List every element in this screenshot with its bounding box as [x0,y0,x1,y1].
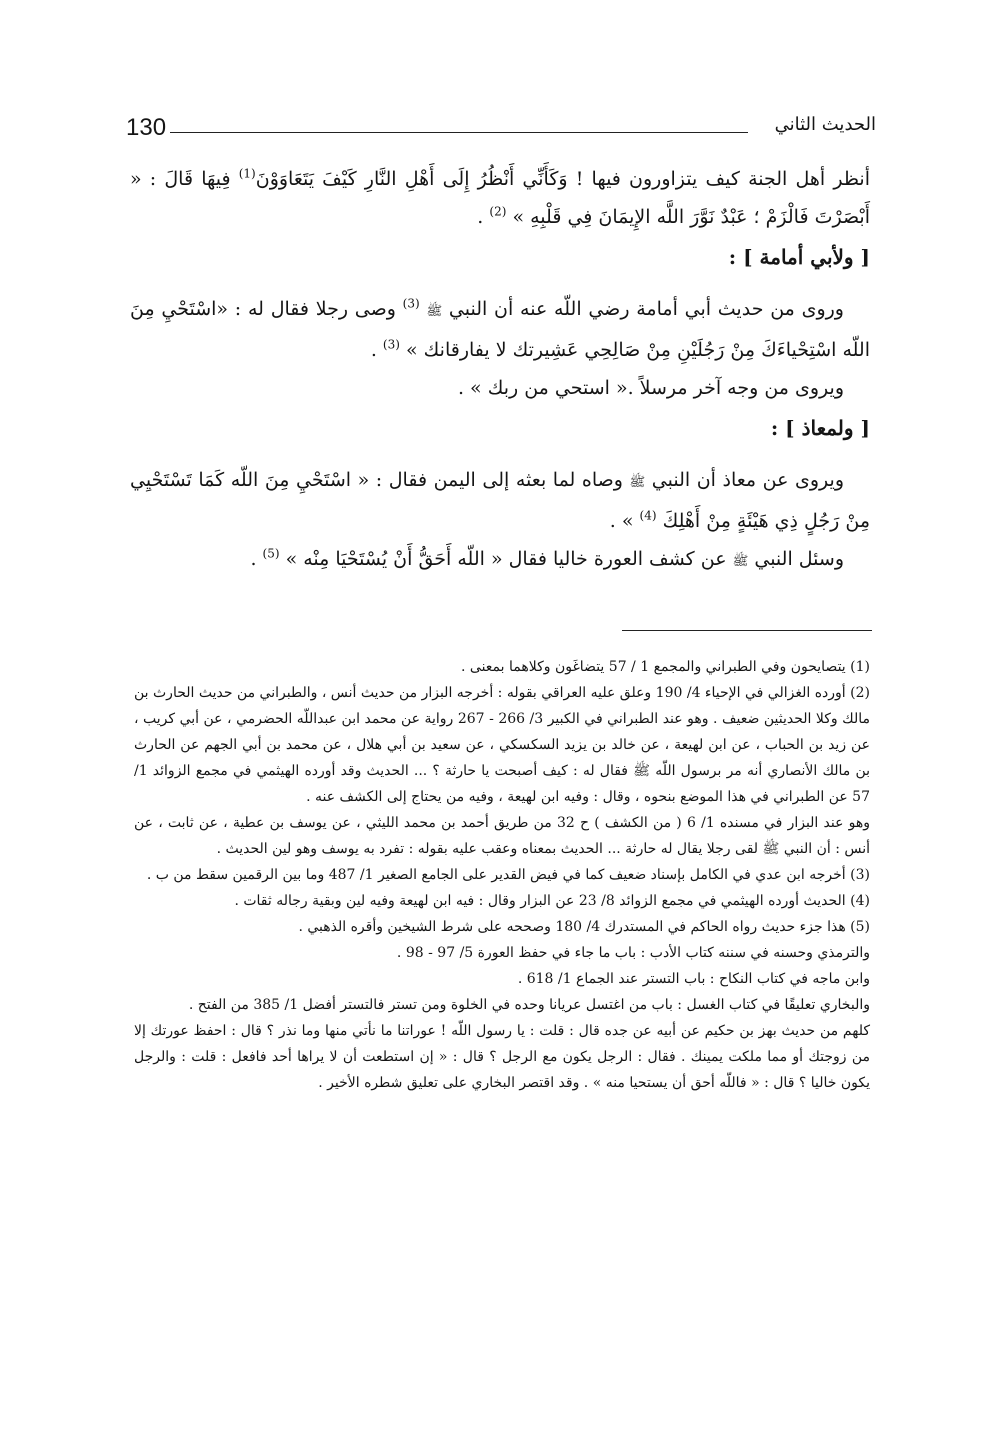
paragraph-4 [130,461,870,540]
footnote-5-ibn-majah: وابن ماجه في كتاب النكاح : باب التستر عند الجماع 1/ 618 . [517,971,870,987]
paragraph-3: ويروى من وجه آخر مرسلاً .« استحي من ربك » . [457,377,844,399]
heading-muadh: [ ولمعاذ ] : [770,416,870,440]
paragraph-4-text-a: ويروى عن معاذ أن النبي [651,469,845,491]
footnote-4: (4) الحديث أورده الهيثمي في مجمع الزوائد 8/ 23 عن البزار وقال : فيه ابن لهيعة وفيه لين وبقية رجاله ثقات . [234,893,870,909]
salla-ligature: ﷺ [426,304,443,319]
spacer [130,449,870,461]
header-rule [170,132,748,133]
paragraph-1 [130,160,870,236]
footnote-ref-1: (1) [238,166,256,181]
paragraph-5-text-a: وسئل النبي [754,548,844,570]
paragraph-5-text-c: . [250,548,263,570]
paragraph-1-text-a: أنظر أهل الجنة كيف يتزاورون فيها ! وَكَأَنِّي أَنْظُرُ إِلَى أَهْلِ النَّارِ كَيْفَ يَتَعَاوَوْنَ [255,168,870,190]
footnote-2: (2) أورده الغزالي في الإحياء 4/ 190 وعلق عليه العراقي بقوله : أخرجه البزار من حديث أنس ، والطبراني من حديث الحارث بن مالك وكلا الحديثين ضعيف . وهو عند الطبراني في الكبير 3/ 266 - 267 رواية عن محمد ابن عبداللّه الحضرمي ، عن أبي كريب ، عن زيد بن الحباب ، عن ابن لهيعة ، عن خالد بن يزيد السكسكي ، عن سعيد بن أبي هلال ، عن محمد بن أبي الجهم عن الحارث بن مالك الأنصاري أنه مر برسول اللّه ﷺ فقال له : كيف أصبحت يا حارثة ؟ ... الحديث وقد أورده الهيثمي في مجمع الزوائد 1/ 57 عن الطبراني في هذا الموضع بنحوه ، وقال : وفيه ابن لهيعة ، وفيه من يحتاج إلى الكشف عنه . [134,685,871,805]
paragraph-4-text-c: » . [609,510,640,532]
running-title: الحديث الثاني [774,114,876,135]
footnote-ref-2: (2) [489,204,507,219]
page-header [126,114,876,146]
heading-abu-umama: [ ولأبي أمامة ] : [728,245,870,269]
paragraph-2-text-a: وروى من حديث أبي أمامة رضي اللّه عنه أن النبي [448,298,844,320]
footnote-ref-3a: (3) [402,296,420,311]
paragraph-4-text-b: وصاه لما بعثه إلى اليمن فقال : « اسْتَحْيِ مِنَ اللّه كَمَا تَسْتَحْيِي مِنْ رَجُلٍ ذِي هَيْئَةٍ مِنْ أَهْلِكَ [130,469,870,532]
footnote-3: (3) أخرجه ابن عدي في الكامل بإسناد ضعيف كما في فيض القدير على الجامع الصغير 1/ 487 وما بين الرقمين سقط من ب . [146,867,870,883]
salla-ligature: ﷺ [629,475,646,490]
page-number: 130 [126,114,167,141]
paragraph-1-text-b: فِيهَا قَالَ : « أَبْصَرْتَ فَالْزَمْ ؛ عَبْدٌ نَوَّرَ اللَّه الإِيمَانَ فِي قَلْبِهِ » [130,168,870,228]
footnote-5-tirmidhi: والترمذي وحسنه في سننه كتاب الأدب : باب ما جاء في حفظ العورة 5/ 97 - 98 . [396,945,870,961]
spacer [130,278,870,290]
footnote-2-continued: وهو عند البزار في مسنده 1/ 6 ( من الكشف ) ح 32 من طريق أحمد بن محمد الليثي ، عن يوسف بن عطية ، عن ثابت ، عن أنس : أن النبي ﷺ لقى رجلا يقال له حارثة ... الحديث بمعناه وعقب عليه بقوله : تفرد به يوسف وهو لين الحديث . [134,815,871,857]
footnotes [134,652,870,1096]
main-text [130,160,870,581]
footnote-5-hadith-text: كلهم من حديث بهز بن حكيم عن أبيه عن جده قال : قلت : يا رسول اللّه ! عوراتنا ما نأتي منها وما نذر ؟ قال : احفظ عورتك إلا من زوجتك أو مما ملكت يمينك . فقال : الرجل يكون مع الرجل ؟ قال : « إن استطعت أن لا يراها أحد فافعل : قلت : والرجل يكون خاليا ؟ قال : « فاللّه أحق أن يستحيا منه » . وقد اقتصر البخاري على تعليق شطره الأخير . [134,1023,870,1091]
footnote-ref-5: (5) [262,546,280,561]
paragraph-5-text-b: عن كشف العورة خاليا فقال « اللّه أَحَقُّ أَنْ يُسْتَحْيَا مِنْه » [279,548,733,570]
footnote-ref-3b: (3) [382,337,400,352]
footnote-separator [622,630,872,631]
paragraph-2-text-b: وصى رجلا فقال له : «اسْتَحْيِ مِنَ اللّه اسْتِحْياءَكَ مِنْ رَجُلَيْنِ مِنْ صَالِحِي عَشِيرتك لا يفارقانك » [130,298,870,361]
footnote-ref-4: (4) [639,508,657,523]
paragraph-1-text-c: . [477,206,490,228]
footnote-1: (1) يتصايحون وفي الطبراني والمجمع 1 / 57 يتضاغَون وكلاهما بمعنى . [461,659,870,675]
paragraph-2 [130,290,870,369]
footnote-5: (5) هذا جزء حديث رواه الحاكم في المستدرك 4/ 180 وصححه على شرط الشيخين وأقره الذهبي . [298,919,870,935]
paragraph-2-text-c: . [370,339,383,361]
paragraph-5 [130,540,870,581]
salla-ligature: ﷺ [732,554,749,569]
footnote-5-bukhari: والبخاري تعليقًا في كتاب الغسل : باب من اغتسل عريانا وحده في الخلوة ومن تستر فالتستر أفضل 1/ 385 من الفتح . [188,997,870,1013]
